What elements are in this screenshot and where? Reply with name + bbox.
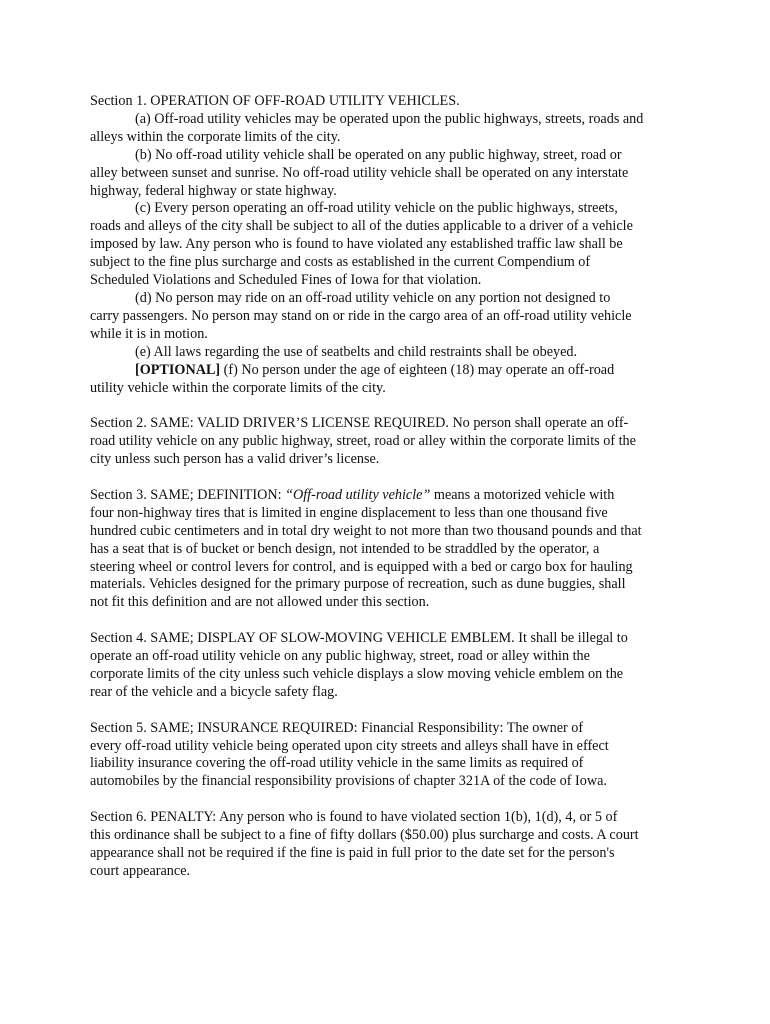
text-line: highway, federal highway or state highway. (90, 182, 337, 199)
text-line: (e) All laws regarding the use of seatbelts and child restraints shall be obeyed. (135, 343, 578, 360)
section-1-paragraph-f (90, 362, 690, 398)
text-line: steering wheel or control levers for control, and is equipped with a bed or cargo box for hauling (90, 558, 633, 575)
text-line: (d) No person may ride on an off-road utility vehicle on any portion not designed to (135, 289, 611, 306)
section-1 (90, 93, 690, 397)
section-3 (90, 487, 690, 612)
text-line: (a) Off-road utility vehicles may be operated upon the public highways, streets, roads and (135, 110, 644, 127)
ordinance-document (90, 93, 690, 881)
section-1-paragraph-b (90, 147, 690, 201)
section-1-heading: Section 1. OPERATION OF OFF-ROAD UTILITY VEHICLES. (90, 93, 460, 109)
paragraph-gap (90, 791, 690, 809)
text-line: this ordinance shall be subject to a fine of fifty dollars ($50.00) plus surcharge and costs. A court (90, 827, 639, 844)
text-line: carry passengers. No person may stand on or ride in the cargo area of an off-road utility vehicle (90, 307, 632, 324)
section-1-paragraph-e (90, 344, 690, 362)
text-line: operate an off-road utility vehicle on any public highway, street, road or alley within the (90, 648, 590, 665)
section-1-paragraph-c (90, 200, 690, 290)
text-line: liability insurance covering the off-road utility vehicle in the same limits as required of (90, 755, 584, 772)
paragraph-gap (90, 612, 690, 630)
section-5 (90, 720, 690, 792)
paragraph-gap (90, 397, 690, 415)
section-1-paragraph-d (90, 290, 690, 344)
text-line: materials. Vehicles designed for the primary purpose of recreation, such as dune buggies, shall (90, 576, 626, 593)
text-line: imposed by law. Any person who is found to have violated any established traffic law shall be (90, 236, 623, 253)
text-line: hundred cubic centimeters and in total dry weight to not more than two thousand pounds and that (90, 522, 642, 539)
text-line: subject to the fine plus surcharge and costs as established in the current Compendium of (90, 254, 591, 271)
text-line: rear of the vehicle and a bicycle safety flag. (90, 683, 338, 700)
text-line: (c) Every person operating an off-road utility vehicle on the public highways, streets, (135, 200, 618, 217)
text-line: roads and alleys of the city shall be subject to all of the duties applicable to a driver of a vehicle (90, 218, 633, 235)
text-line: Section 2. SAME: VALID DRIVER’S LICENSE REQUIRED. No person shall operate an off- (90, 415, 629, 432)
text-line: Scheduled Violations and Scheduled Fines of Iowa for that violation. (90, 272, 482, 289)
text-fragment: means a motorized vehicle with (430, 486, 615, 503)
section-1-paragraph-a (90, 111, 690, 147)
text-line: alley between sunset and sunrise. No off-road utility vehicle shall be operated on any interstate (90, 164, 629, 181)
text-line: has a seat that is of bucket or bench design, not intended to be straddled by the operator, a (90, 540, 600, 557)
text-line (90, 487, 690, 505)
text-line: four non-highway tires that is limited in engine displacement to less than one thousand five (90, 504, 608, 521)
text-fragment: (f) No person under the age of eighteen (18) may operate an off-road (220, 361, 615, 378)
text-line (90, 362, 690, 380)
text-line: Section 4. SAME; DISPLAY OF SLOW-MOVING VEHICLE EMBLEM. It shall be illegal to (90, 630, 628, 647)
text-line: court appearance. (90, 862, 191, 879)
text-line: city unless such person has a valid driver’s license. (90, 451, 380, 468)
text-line: Section 6. PENALTY: Any person who is found to have violated section 1(b), 1(d), 4, or 5 of (90, 809, 618, 826)
text-line: corporate limits of the city unless such vehicle displays a slow moving vehicle emblem on the (90, 665, 624, 682)
text-line: alleys within the corporate limits of the city. (90, 128, 341, 145)
text-line: while it is in motion. (90, 325, 208, 342)
text-line: automobiles by the financial responsibility provisions of chapter 321A of the code of Iowa. (90, 773, 607, 790)
text-line: road utility vehicle on any public highway, street, road or alley within the corporate limits of the (90, 433, 636, 450)
paragraph-gap (90, 469, 690, 487)
text-fragment: Section 3. SAME; DEFINITION: (90, 486, 286, 503)
optional-label: [OPTIONAL] (135, 361, 221, 378)
text-line: utility vehicle within the corporate limits of the city. (90, 379, 386, 396)
text-line: every off-road utility vehicle being operated upon city streets and alleys shall have in effect (90, 737, 609, 754)
section-6 (90, 809, 690, 881)
text-line: appearance shall not be required if the fine is paid in full prior to the date set for the person's (90, 844, 615, 861)
defined-term: “Off-road utility vehicle” (285, 486, 431, 503)
text-line: (b) No off-road utility vehicle shall be operated on any public highway, street, road or (135, 146, 622, 163)
section-4 (90, 630, 690, 702)
text-line: Section 5. SAME; INSURANCE REQUIRED: Financial Responsibility: The owner of (90, 719, 584, 736)
paragraph-gap (90, 702, 690, 720)
text-line: not fit this definition and are not allowed under this section. (90, 594, 430, 611)
section-2 (90, 415, 690, 469)
